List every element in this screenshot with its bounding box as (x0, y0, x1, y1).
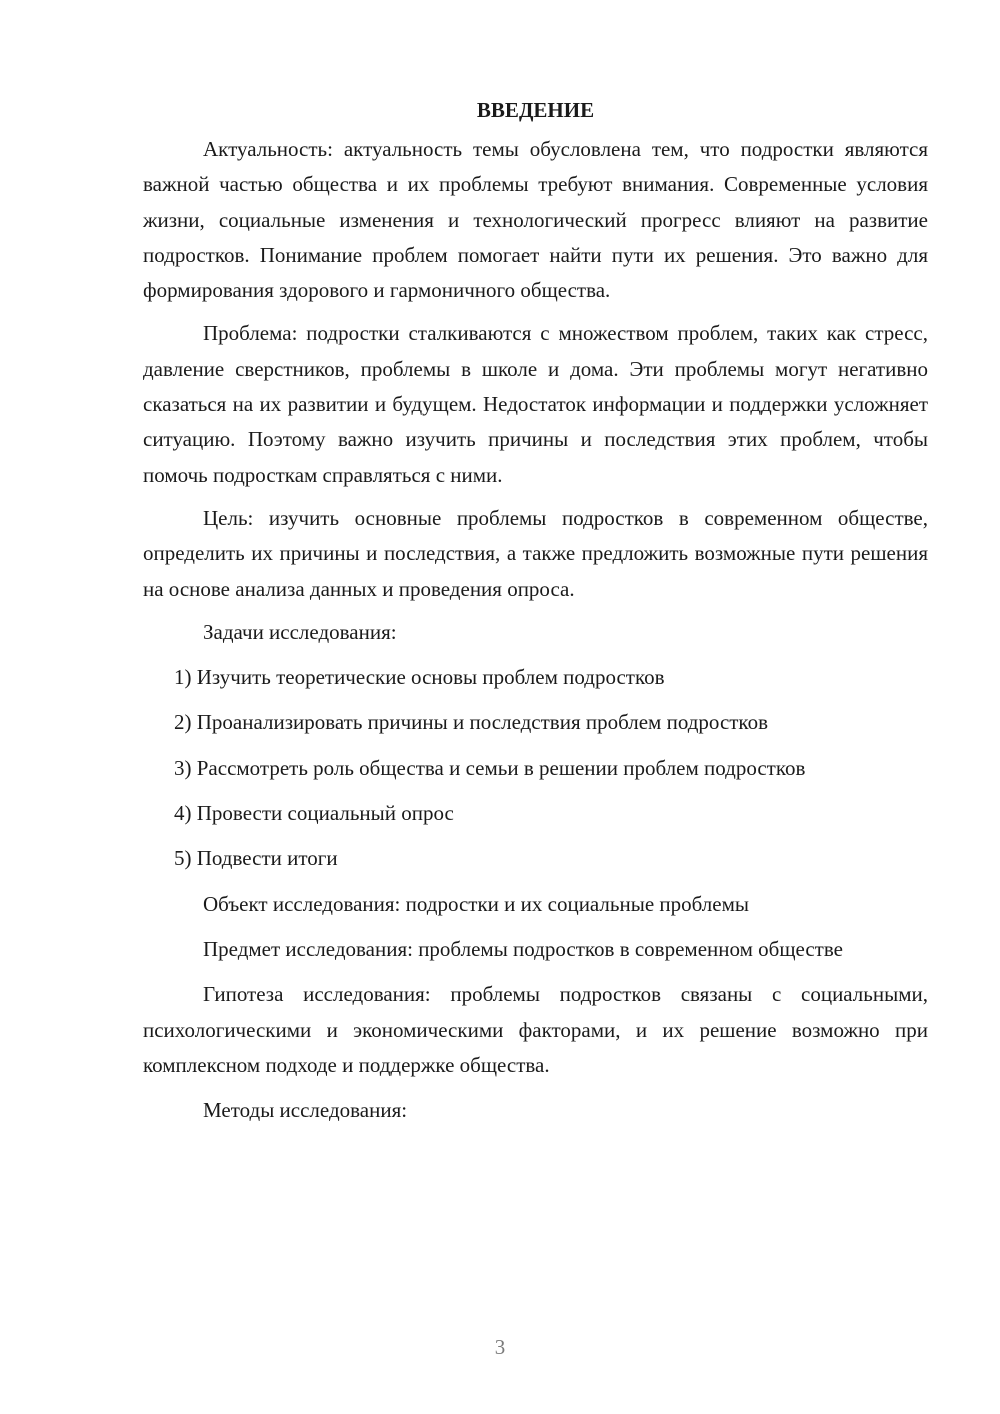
page-title: ВВЕДЕНИЕ (476, 98, 595, 122)
tasks-heading: Задачи исследования: (203, 619, 397, 644)
task-item: 1) Изучить теоретические основы проблем подростков (174, 665, 665, 690)
problem-paragraph: Проблема: подростки сталкиваются с множеством проблем, таких как стресс, давление сверстников, проблемы в школе и дома. Эти проблемы могут негативно сказаться на их развитии и будущем. Недостаток информации и поддержки усложняет ситуацию. Поэтому важно изучить причины и последствия этих проблем, чтобы помочь подросткам справляться с ними. (143, 321, 928, 487)
task-item: 2) Проанализировать причины и последствия проблем подростков (174, 710, 768, 735)
subject-paragraph: Предмет исследования: проблемы подростков в современном обществе (203, 936, 843, 961)
goal-paragraph: Цель: изучить основные проблемы подростков в современном обществе, определить их причины и последствия, а также предложить возможные пути решения на основе анализа данных и проведения опроса. (143, 505, 928, 601)
hypothesis-paragraph: Гипотеза исследования: проблемы подростков связаны с социальными, психологическими и экономическими факторами, и их решение возможно при комплексном подходе и поддержке общества. (143, 982, 928, 1077)
task-item: 3) Рассмотреть роль общества и семьи в решении проблем подростков (174, 755, 806, 780)
page-number: 3 (494, 1335, 506, 1359)
object-paragraph: Объект исследования: подростки и их социальные проблемы (203, 891, 750, 916)
document-page (143, 95, 928, 1128)
relevance-paragraph: Актуальность: актуальность темы обусловлена тем, что подростки являются важной частью общества и их проблемы требуют внимания. Современные условия жизни, социальные изменения и технологический прогресс влияют на развитие подростков. Понимание проблем помогает найти пути их решения. Это важно для формирования здорового и гармоничного общества. (143, 137, 928, 303)
task-item: 5) Подвести итоги (174, 846, 338, 871)
methods-heading: Методы исследования: (203, 1098, 408, 1123)
task-item: 4) Провести социальный опрос (174, 801, 454, 826)
